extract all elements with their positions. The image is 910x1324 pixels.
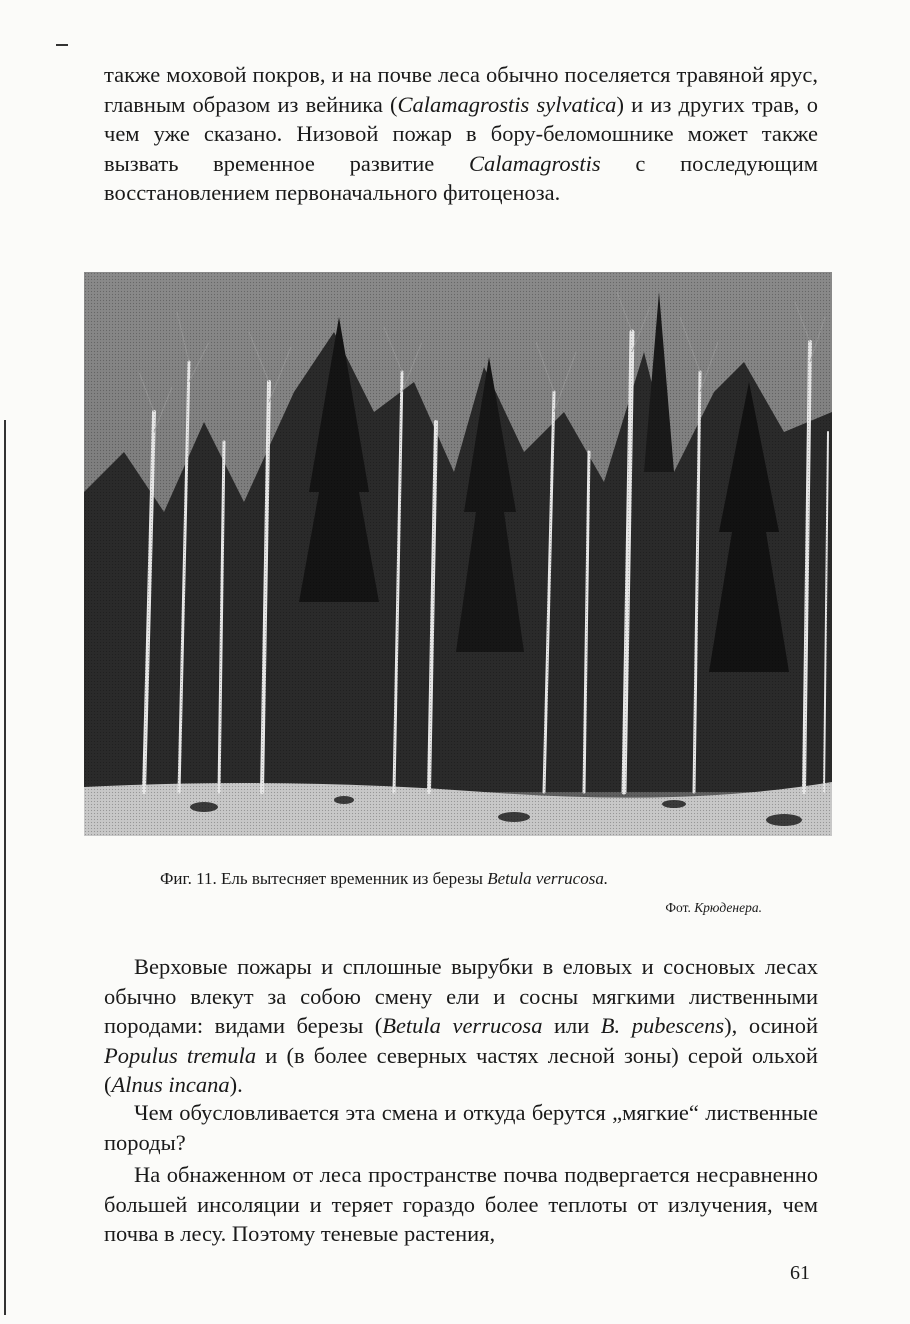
paragraph-4: На обнаженном от леса пространстве почва подвергается несравненно большей инсоляции и теряет гораздо более теплоты от излучения, чем почва в лесу. Поэтому теневые растения, xyxy=(104,1162,818,1246)
figure-caption: Фиг. 11. Ель вытесняет временник из березы Betula verrucosa. xyxy=(160,869,609,888)
scan-dash-mark xyxy=(56,44,68,46)
photo-credit: Фот. Крюденера. xyxy=(665,900,762,915)
paragraph-2: Верховые пожары и сплошные вырубки в еловых и сосновых лесах обычно влекут за собою смену ели и сосны мягкими лиственными породами: видами березы (Betula verrucosa или B. pubescens), осиной Populus tremula и (в более северных частях лесной зоны) серой ольхой (Alnus incana). xyxy=(104,954,818,1097)
scan-margin-line xyxy=(4,420,6,1315)
paragraph-3: Чем обусловливается эта смена и откуда берутся „мягкие“ лиственные породы? xyxy=(104,1100,818,1155)
page-number: 61 xyxy=(790,1262,810,1284)
paragraph-1: также моховой покров, и на почве леса обычно поселяется травяной ярус, главным образом из вейника (Calamagrostis sylvatica) и из других трав, о чем уже сказано. Низовой пожар в бору-беломошнике может также вызвать временное развитие Calamagrostis с последующим восстановлением первоначального фитоценоза. xyxy=(104,62,818,205)
forest-photo xyxy=(84,272,832,836)
